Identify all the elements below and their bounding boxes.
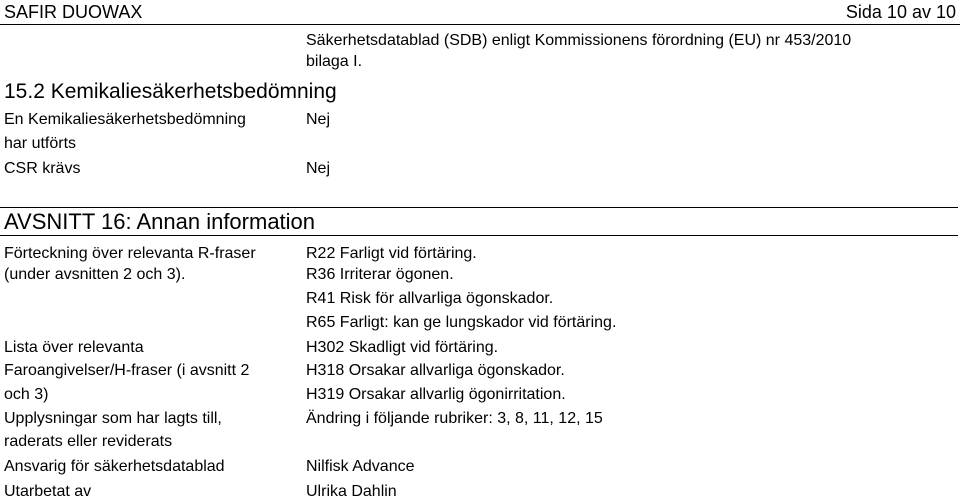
csr-value: Nej — [306, 160, 331, 177]
h-phrases-label-line-1: Lista över relevanta — [4, 339, 144, 356]
r-phrase-r36: R36 Irriterar ögonen. — [306, 266, 454, 283]
header-rule — [0, 24, 960, 25]
h-phrases-label-line-3: och 3) — [4, 386, 49, 403]
section-16-bar — [0, 207, 958, 236]
responsible-label: Ansvarig för säkerhetsdatablad — [4, 458, 225, 475]
changes-label-line-1: Upplysningar som har lagts till, — [4, 410, 222, 427]
prepared-by-label: Utarbetat av — [4, 483, 92, 500]
regulation-line-2: bilaga I. — [306, 53, 363, 70]
section-16-heading: AVSNITT 16: Annan information — [4, 209, 316, 234]
h-phrase-h318: H318 Orsakar allvarliga ögonskador. — [306, 362, 565, 379]
prepared-by-value: Ulrika Dahlin — [306, 483, 397, 500]
csa-label-line-1: En Kemikaliesäkerhetsbedömning — [4, 111, 246, 128]
product-name: SAFIR DUOWAX — [4, 2, 143, 22]
r-phrase-r65: R65 Farligt: kan ge lungskador vid förtäring. — [306, 314, 617, 331]
csr-label: CSR krävs — [4, 160, 81, 177]
r-phrases-label-line-1: Förteckning över relevanta R-fraser — [4, 245, 256, 262]
h-phrase-h319: H319 Orsakar allvarlig ögonirritation. — [306, 386, 566, 403]
changes-value: Ändring i följande rubriker: 3, 8, 11, 12, 15 — [306, 410, 603, 427]
h-phrase-h302: H302 Skadligt vid förtäring. — [306, 339, 499, 356]
csa-label-line-2: har utförts — [4, 135, 77, 152]
r-phrase-r22: R22 Farligt vid förtäring. — [306, 245, 477, 262]
responsible-value: Nilfisk Advance — [306, 458, 415, 475]
section-15-2-heading: 15.2 Kemikaliesäkerhetsbedömning — [4, 80, 337, 103]
page-info: Sida 10 av 10 — [845, 2, 956, 22]
r-phrases-label-line-2: (under avsnitten 2 och 3). — [4, 266, 186, 283]
r-phrase-r41: R41 Risk för allvarliga ögonskador. — [306, 290, 554, 307]
regulation-line-1: Säkerhetsdatablad (SDB) enligt Kommissionens förordning (EU) nr 453/2010 — [306, 32, 852, 49]
changes-label-line-2: raderats eller reviderats — [4, 433, 173, 450]
csa-value: Nej — [306, 111, 331, 128]
h-phrases-label-line-2: Faroangivelser/H-fraser (i avsnitt 2 — [4, 362, 250, 379]
